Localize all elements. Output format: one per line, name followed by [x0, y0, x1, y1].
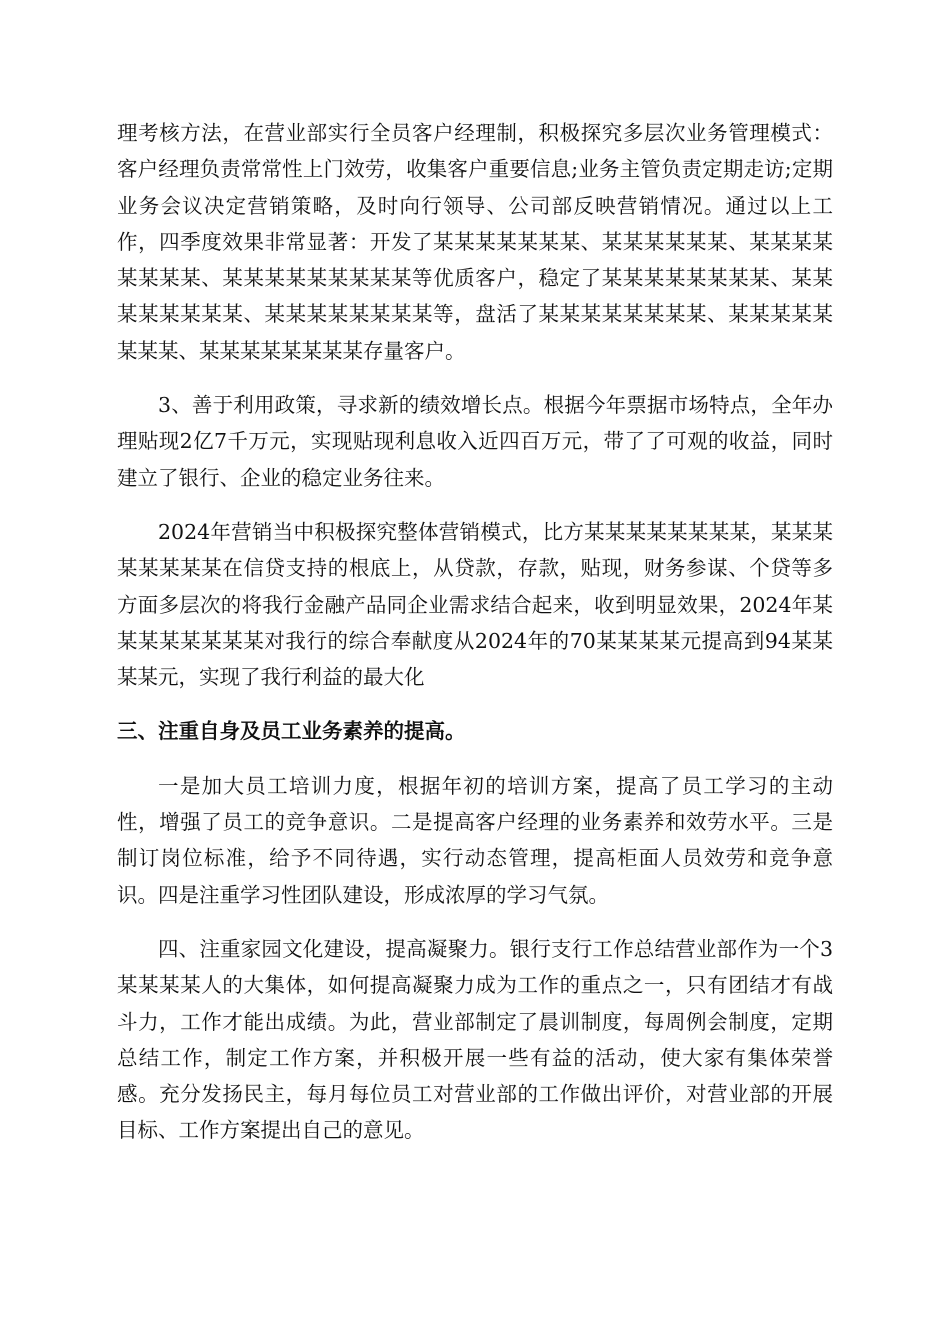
section-heading-staff-quality: 三、注重自身及员工业务素养的提高。 — [117, 719, 466, 744]
paragraph-staff-training: 一是加大员工培训力度，根据年初的培训方案，提高了员工学习的主动性，增强了员工的竞争意识。二是提高客户经理的业务素养和效劳水平。三是制订岗位标准，给予不同待遇，实行动态管理，提高柜面人员效劳和竞争意识。四是注重学习性团队建设，形成浓厚的学习气氛。 — [117, 773, 833, 907]
document-page — [117, 115, 833, 1167]
paragraph-assessment-continued: 理考核方法，在营业部实行全员客户经理制，积极探究多层次业务管理模式：客户经理负责常常性上门效劳，收集客户重要信息;业务主管负责定期走访;定期业务会议决定营销策略，及时向行领导、公司部反映营销情况。通过以上工作，四季度效果非常显著：开发了某某某某某某某、某某某某某某、某某某某某某某某、某某某某某某某某某等优质客户，稳定了某某某某某某某某、某某某某某某某某、某某某某某某某某等，盘活了某某某某某某某某、某某某某某某某某、某某某某某某某某存量客户。 — [117, 121, 833, 363]
paragraph-integrated-marketing: 2024年营销当中积极探究整体营销模式，比方某某某某某某某某，某某某某某某某某在信贷支持的根底上，从贷款，存款，贴现，财务参谋、个贷等多方面多层次的将我行金融产品同企业需求结合起来，收到明显效果，2024年某某某某某某某某对我行的综合奉献度从2024年的70某某某某元提高到94某某某某元，实现了我行利益的最大化 — [117, 519, 833, 690]
paragraph-policy-growth: 3、善于利用政策，寻求新的绩效增长点。根据今年票据市场特点，全年办理贴现2亿7千万元，实现贴现利息收入近四百万元，带了了可观的收益，同时建立了银行、企业的稳定业务往来。 — [117, 393, 833, 490]
paragraph-culture-cohesion: 四、注重家园文化建设，提高凝聚力。银行支行工作总结营业部作为一个3某某某某人的大集体，如何提高凝聚力成为工作的重点之一，只有团结才有战斗力，工作才能出成绩。为此，营业部制定了晨训制度，每周例会制度，定期总结工作，制定工作方案，并积极开展一些有益的活动，使大家有集体荣誉感。充分发扬民主，每月每位员工对营业部的工作做出评价，对营业部的开展目标、工作方案提出自己的意见。 — [117, 936, 833, 1143]
